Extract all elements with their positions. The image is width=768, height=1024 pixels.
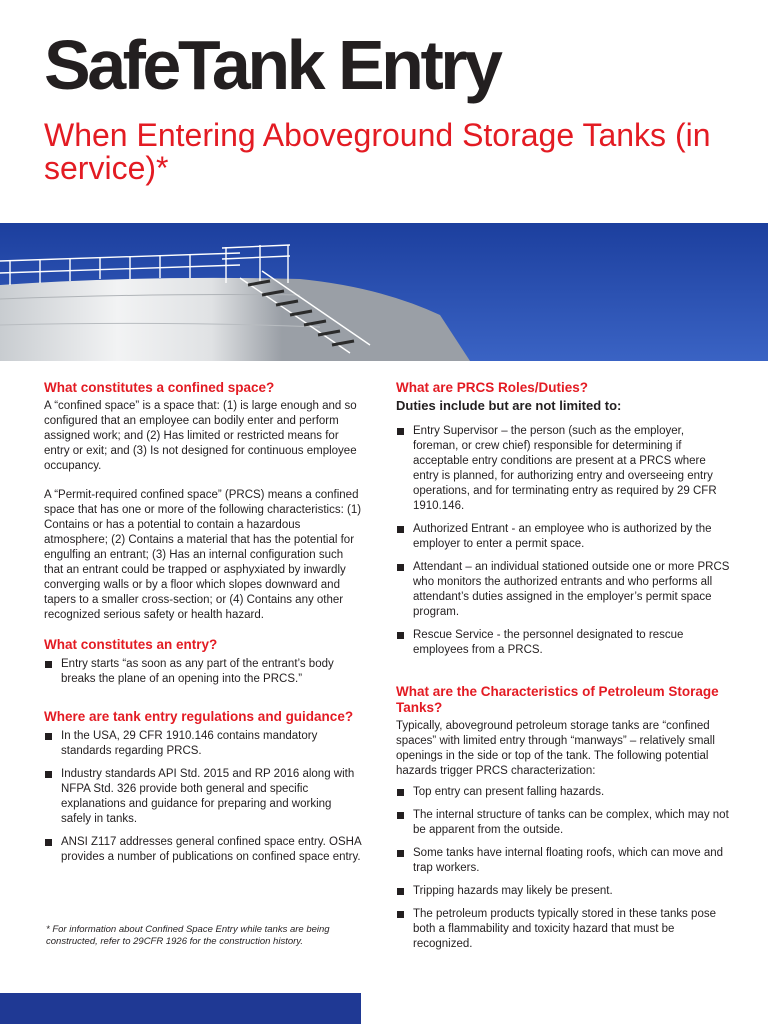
confined-space-heading: What constitutes a confined space? xyxy=(44,380,275,395)
list-item: Some tanks have internal floating roofs, which can move and trap workers. xyxy=(396,846,730,876)
characteristics-heading: What are the Characteristics of Petroleum Storage Tanks? xyxy=(396,684,719,715)
roles-list xyxy=(396,424,730,658)
roles-heading: What are PRCS Roles/Duties? xyxy=(396,380,589,395)
prcs-definition: A “Permit-required confined space” (PRCS) means a confined space that has one or more of the following characteristics: (1) Contains or has a potential to contain a hazardous atmosphere; (2) Contains a material that has the potential for engulfing an entrant; (3) Has an internal configuration such that an entrant could be trapped or asphyxiated by inwardly converging walls or by a floor which slopes downward and tapers to a smaller cross-section; or (4) Contains any other recognized serious safety or health hazard. xyxy=(44,489,362,621)
left-column xyxy=(44,380,362,887)
list-item: The petroleum products typically stored in these tanks pose both a flammability and toxicity hazard that must be recognized. xyxy=(396,907,730,952)
confined-space-definition: A “confined space” is a space that: (1) is large enough and so configured that an employee can bodily enter and perform assigned work; and (2) Has limited or restricted means for entry or exit; and (3) Is not designed for continuous employee occupancy. xyxy=(44,400,357,472)
page-title: SafeTank Entry xyxy=(44,26,500,104)
footer-bar xyxy=(0,993,361,1024)
list-item: Entry starts “as soon as any part of the entrant’s body breaks the plane of an opening into the PRCS.” xyxy=(44,657,362,687)
entry-list xyxy=(44,657,362,687)
regulations-list xyxy=(44,729,362,865)
right-column xyxy=(396,380,730,974)
list-item: In the USA, 29 CFR 1910.146 contains mandatory standards regarding PRCS. xyxy=(44,729,362,759)
characteristics-intro: Typically, aboveground petroleum storage tanks are “confined spaces” with limited entry through “manways” – relatively small openings in the side or top of the tank. The following potential hazards trigger PRCS characterization: xyxy=(396,720,715,777)
roles-lead: Duties include but are not limited to: xyxy=(396,398,622,413)
page-subtitle: When Entering Aboveground Storage Tanks (in service)* xyxy=(44,117,711,186)
list-item: Authorized Entrant - an employee who is authorized by the employer to enter a permit space. xyxy=(396,522,730,552)
list-item: Entry Supervisor – the person (such as the employer, foreman, or crew chief) responsible for determining if acceptable entry conditions are present at a PRCS where entry is planned, for authorizing entry and overseeing entry operations, and for terminating entry as required by 29 CFR 1910.146. xyxy=(396,424,730,514)
tank-banner-image xyxy=(0,223,768,361)
characteristics-list xyxy=(396,785,730,952)
list-item: Industry standards API Std. 2015 and RP 2016 along with NFPA Std. 326 provide both general and specific explanations and guidance for preparing and working safely in tanks. xyxy=(44,767,362,827)
footnote: * For information about Confined Space Entry while tanks are being constructed, refer to 29CFR 1926 for the construction history. xyxy=(46,924,330,947)
entry-heading: What constitutes an entry? xyxy=(44,637,218,652)
list-item: Rescue Service - the personnel designated to rescue employees from a PRCS. xyxy=(396,628,730,658)
list-item: Tripping hazards may likely be present. xyxy=(396,884,730,899)
list-item: ANSI Z117 addresses general confined space entry. OSHA provides a number of publications on confined space entry. xyxy=(44,835,362,865)
list-item: Attendant – an individual stationed outside one or more PRCS who monitors the authorized entrants and who performs all attendant’s duties assigned in the employer’s permit space program. xyxy=(396,560,730,620)
regulations-heading: Where are tank entry regulations and guidance? xyxy=(44,709,354,724)
list-item: The internal structure of tanks can be complex, which may not be apparent from the outside. xyxy=(396,808,730,838)
list-item: Top entry can present falling hazards. xyxy=(396,785,730,800)
